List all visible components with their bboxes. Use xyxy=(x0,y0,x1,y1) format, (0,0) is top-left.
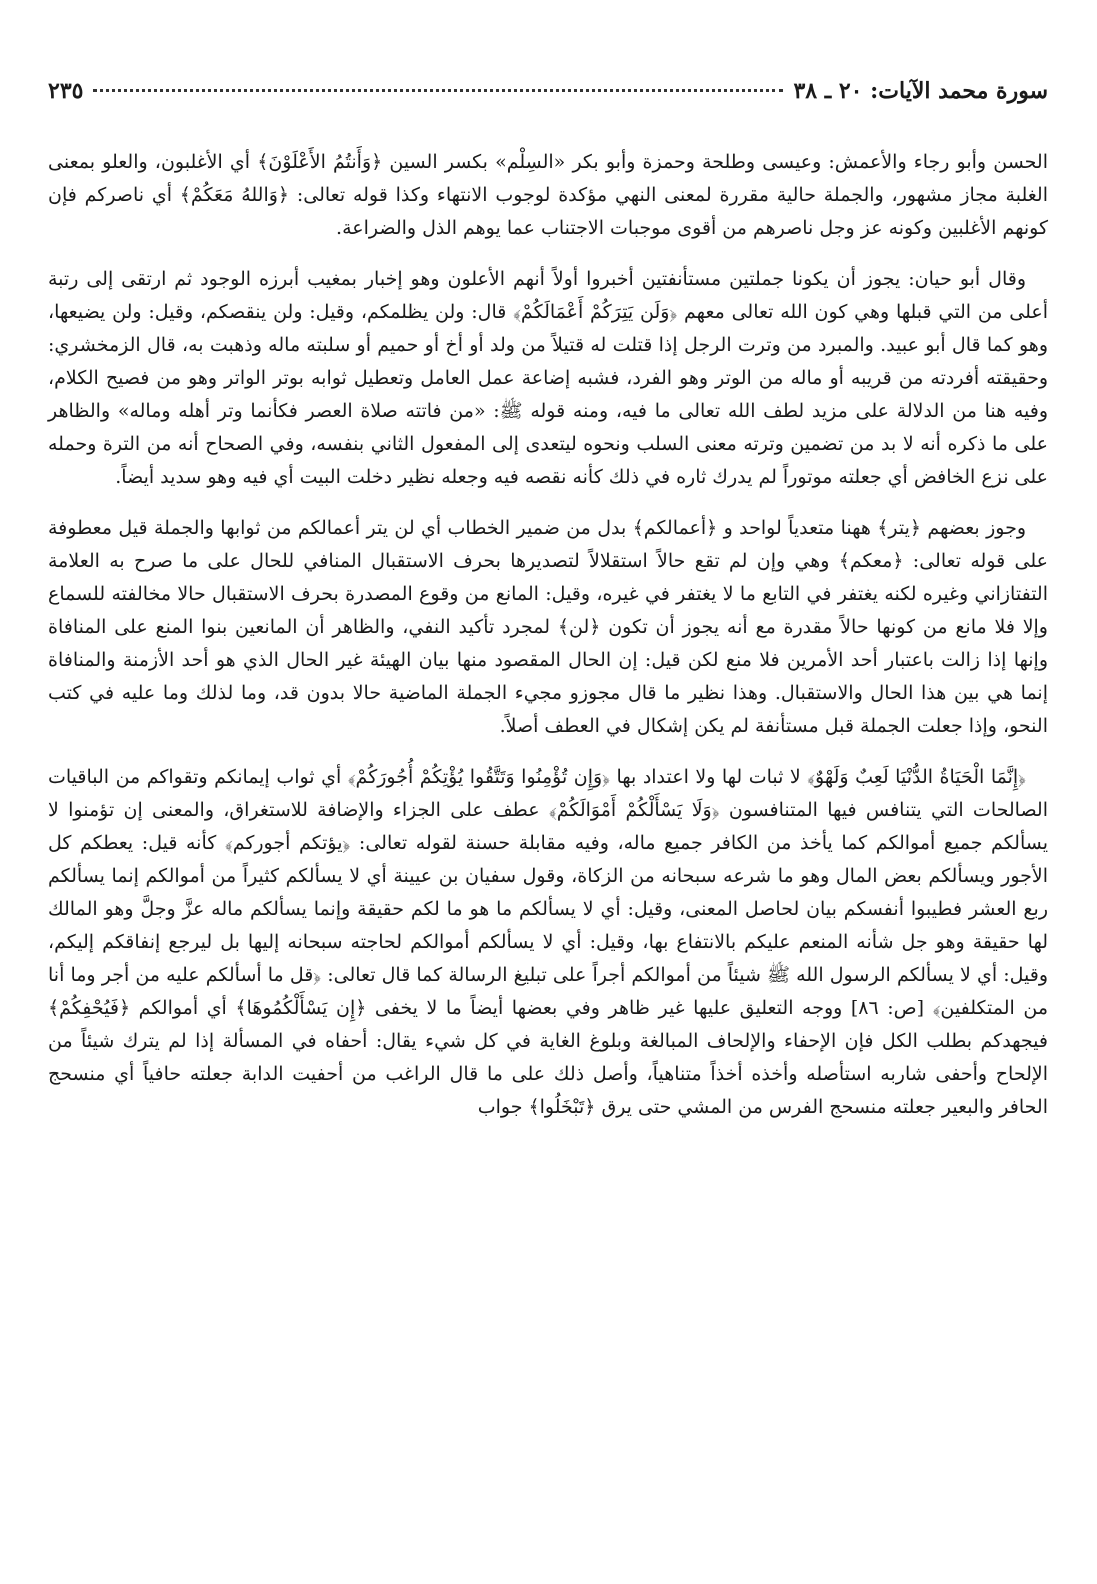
running-head xyxy=(48,78,1048,112)
paragraph: وقال أبو حيان: يجوز أن يكونا جملتين مستأنفتين أخبروا أولاً أنهم الأعلون وهو إخبار بمغيب أبرزه الوجود ثم ارتقى إلى رتبة أعلى من التي قبلها وهي كون الله تعالى معهم ﴿وَلَن يَتِرَكُمْ أَعْمَالَكُمْ﴾ قال: ولن يظلمكم، وقيل: ولن ينقصكم، وقيل: ولن يضيعها، وهو كما قال أبو عبيد. والمبرد من وترت الرجل إذا قتلت له قتيلاً من ولد أو أخ أو حميم أو سلبته ماله وذهبت به، قال الزمخشري: وحقيقته أفردته من قريبه أو ماله من الوتر وهو الفرد، فشبه إضاعة عمل العامل وتعطيل ثوابه بوتر الواتر وهو من فصيح الكلام، وفيه هنا من الدلالة على مزيد لطف الله تعالى ما فيه، ومنه قوله ﷺ: «من فاتته صلاة العصر فكأنما وتر أهله وماله» والظاهر على ما ذكره أنه لا بد من تضمين وترته معنى السلب ونحوه ليتعدى إلى المفعول الثاني بنفسه، وفي الصحاح أنه من الترة وحمله على نزع الخافض أي جعلته موتوراً لم يدرك ثاره في ذلك كأنه نقصه فيه وجعله نظير دخلت البيت أي فيه وهو سديد أيضاً. xyxy=(48,268,1048,488)
page xyxy=(48,78,1048,1142)
paragraph: الحسن وأبو رجاء والأعمش: وعيسى وطلحة وحمزة وأبو بكر «السِلْم» بكسر السين ﴿وَأَنتُمُ الأَعْلَوْنَ﴾ أي الأغلبون، والعلو بمعنى الغلبة مجاز مشهور، والجملة حالية مقررة لمعنى النهي مؤكدة لوجوب الانتهاء وكذا قوله تعالى: ﴿وَاللهُ مَعَكُمْ﴾ أي ناصركم فإن كونهم الأغلبين وكونه عز وجل ناصرهم من أقوى موجبات الاجتناب عما يوهم الذل والضراعة. xyxy=(48,151,1048,239)
running-head-title: سورة محمد الآيات: ٢٠ ـ ٣٨ xyxy=(793,78,1048,104)
paragraph: وجوز بعضهم ﴿يتر﴾ ههنا متعدياً لواحد و ﴿أعمالكم﴾ بدل من ضمير الخطاب أي لن يتر أعمالكم من ثوابها والجملة قيل معطوفة على قوله تعالى: ﴿معكم﴾ وهي وإن لم تقع حالاً استقلالاً لتصديرها بحرف الاستقبال المنافي للحال على ما صرح به العلامة التفتازاني وغيره لكنه يغتفر في التابع ما لا يغتفر في غيره، وقيل: المانع من وقوع المصدرة بحرف الاستقبال حالا مخالفته للسماع وإلا فلا مانع من كونها حالاً مقدرة مع أنه يجوز أن تكون ﴿لن﴾ لمجرد تأكيد النفي، والظاهر أن المانعين بنوا المنع على المنافاة وإنها إذا زالت باعتبار أحد الأمرين فلا منع لكن قيل: إن الحال المقصود منها بيان الهيئة غير الحال الذي هو أحد الأزمنة والمنافاة إنما هي بين هذا الحال والاستقبال. وهذا نظير ما قال مجوزو مجيء الجملة الماضية حالا بدون قد، وما لذلك وما عليه في كتب النحو، وإذا جعلت الجملة قبل مستأنفة لم يكن إشكال في العطف أصلاً. xyxy=(48,517,1048,737)
page-body xyxy=(48,146,1048,1124)
paragraph: ﴿إِنَّمَا الْحَيَاةُ الدُّنْيَا لَعِبٌ وَلَهْوٌ﴾ لا ثبات لها ولا اعتداد بها ﴿وَإِن تُؤْمِنُوا وَتَتَّقُوا يُؤْتِكُمْ أُجُورَكُمْ﴾ أي ثواب إيمانكم وتقواكم من الباقيات الصالحات التي يتنافس فيها المتنافسون ﴿وَلَا يَسْأَلْكُمْ أَمْوَالَكُمْ﴾ عطف على الجزاء والإضافة للاستغراق، والمعنى إن تؤمنوا لا يسألكم جميع أموالكم كما يأخذ من الكافر جميع ماله، وفيه مقابلة حسنة لقوله تعالى: ﴿يؤتكم أجوركم﴾ كأنه قيل: يعطكم كل الأجور ويسألكم بعض المال وهو ما شرعه سبحانه من الزكاة، وقول سفيان بن عيينة أي لا يسألكم كثيراً من أموالكم إنما يسألكم ربع العشر فطيبوا أنفسكم بيان لحاصل المعنى، وقيل: أي لا يسألكم ما هو ما لكم حقيقة وإنما يسألكم ماله عزَّ وجلَّ وهو المالك لها حقيقة وهو جل شأنه المنعم عليكم بالانتفاع بها، وقيل: أي لا يسألكم أموالكم لحاجته سبحانه إليها بل ليرجع إنفاقكم إليكم، وقيل: أي لا يسألكم الرسول الله ﷺ شيئاً من أموالكم أجراً على تبليغ الرسالة كما قال تعالى: ﴿قل ما أسألكم عليه من أجر وما أنا من المتكلفين﴾ [ص: ٨٦] ووجه التعليق عليها غير ظاهر وفي بعضها أيضاً ما لا يخفى ﴿إِن يَسْأَلْكُمُوهَا﴾ أي أموالكم ﴿فَيُحْفِكُمْ﴾ فيجهدكم بطلب الكل فإن الإحفاء والإلحاف المبالغة وبلوغ الغاية في كل شيء يقال: أحفاه في المسألة إذا لم يترك شيئاً من الإلحاح وأحفى شاربه استأصله وأخذه أخذاً متناهياً، وأصل ذلك على ما قال الراغب من أحفيت الدابة جعلته حافياً أي منسحج الحافر والبعير جعلته منسحج الفرس من المشي حتى يرق ﴿تَبْخَلُوا﴾ جواب xyxy=(48,766,1049,1118)
page-number: ٢٣٥ xyxy=(48,78,84,104)
dotted-leader xyxy=(93,89,783,92)
